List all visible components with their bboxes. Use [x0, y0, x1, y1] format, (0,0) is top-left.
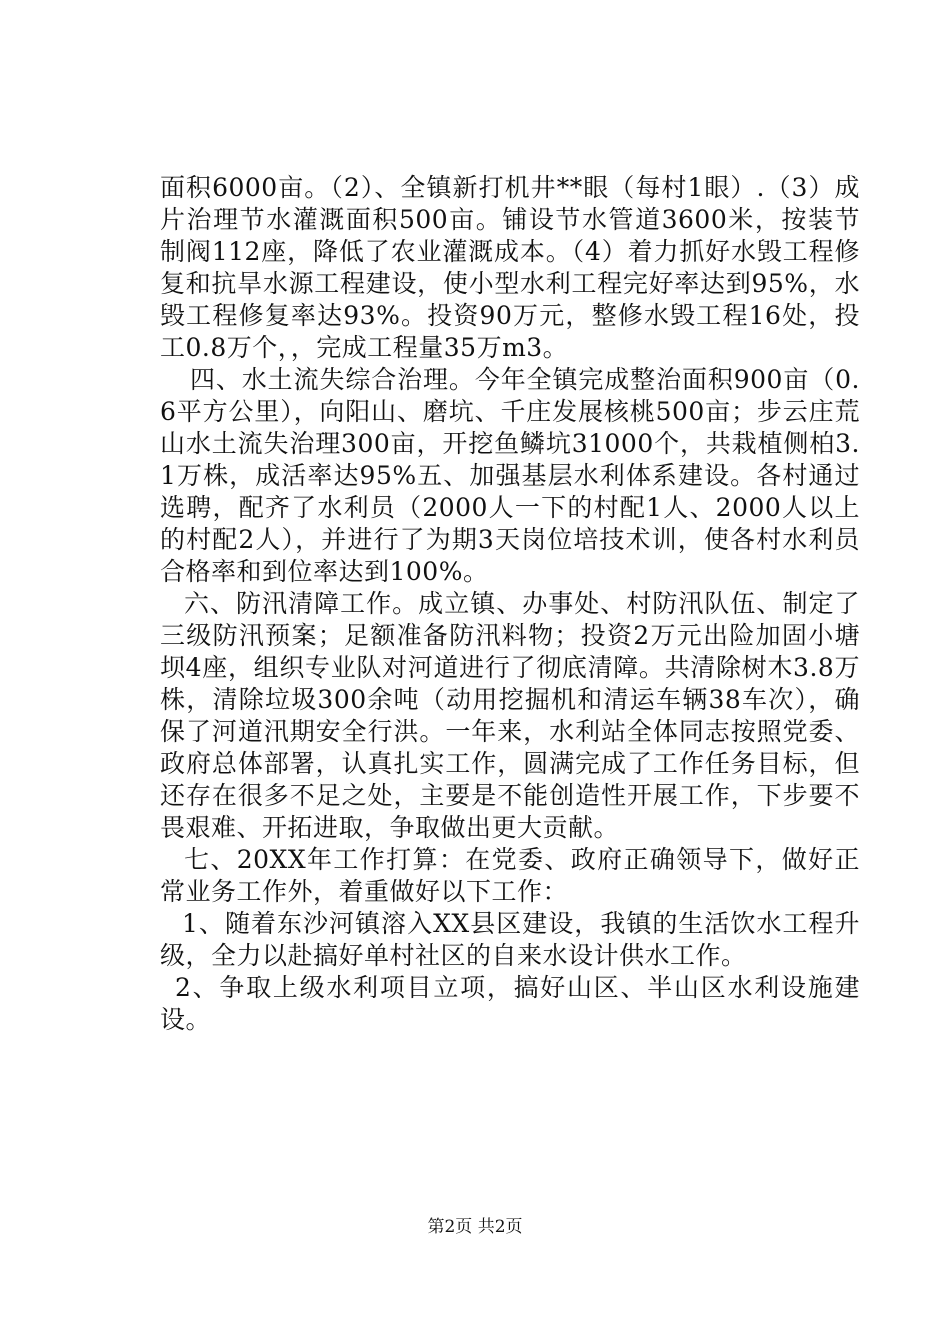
document-body — [160, 172, 860, 1036]
paragraph-soil-erosion: 四、水土流失综合治理。今年全镇完成整治面积900亩（0.6平方公里），向阳山、磨坑、千庄发展核桃500亩；步云庄荒山水土流失治理300亩，开挖鱼鳞坑31000个，共栽植侧柏3.1万株，成活率达95%五、加强基层水利体系建设。各村通过选聘，配齐了水利员（2000人一下的村配1人、2000人以上的村配2人），并进行了为期3天岗位培技术训，使各村水利员合格率和到位率达到100%。 — [160, 365, 860, 586]
paragraph-flood-control: 六、防汛清障工作。成立镇、办事处、村防汛队伍、制定了三级防汛预案；足额准备防汛料物；投资2万元出险加固小塘坝4座，组织专业队对河道进行了彻底清障。共清除树木3.8万株，清除垃圾300余吨（动用挖掘机和清运车辆38车次），确保了河道汛期安全行洪。一年来，水利站全体同志按照党委、政府总体部署，认真扎实工作，圆满完成了工作任务目标，但还存在很多不足之处，主要是不能创造性开展工作，下步要不畏艰难、开拓进取，争取做出更大贡献。 — [160, 589, 860, 842]
page-number-footer: 第2页 共2页 — [427, 1217, 523, 1237]
paragraph-work-plan: 七、20XX年工作打算：在党委、政府正确领导下，做好正常业务工作外，着重做好以下工作： — [160, 845, 860, 906]
paragraph-plan-item-1: 1、随着东沙河镇溶入XX县区建设，我镇的生活饮水工程升级，全力以赴搞好单村社区的自来水设计供水工作。 — [160, 909, 860, 970]
paragraph-irrigation: 面积6000亩。（2）、全镇新打机井**眼（每村1眼）.（3）成片治理节水灌溉面积500亩。铺设节水管道3600米，按装节制阀112座，降低了农业灌溉成本。（4）着力抓好水毁工程修复和抗旱水源工程建设，使小型水利工程完好率达到95%，水毁工程修复率达93%。投资90万元，整修水毁工程16处，投工0.8万个，，完成工程量35万m3。 — [160, 173, 860, 362]
paragraph-plan-item-2: 2、争取上级水利项目立项，搞好山区、半山区水利设施建设。 — [160, 973, 860, 1034]
